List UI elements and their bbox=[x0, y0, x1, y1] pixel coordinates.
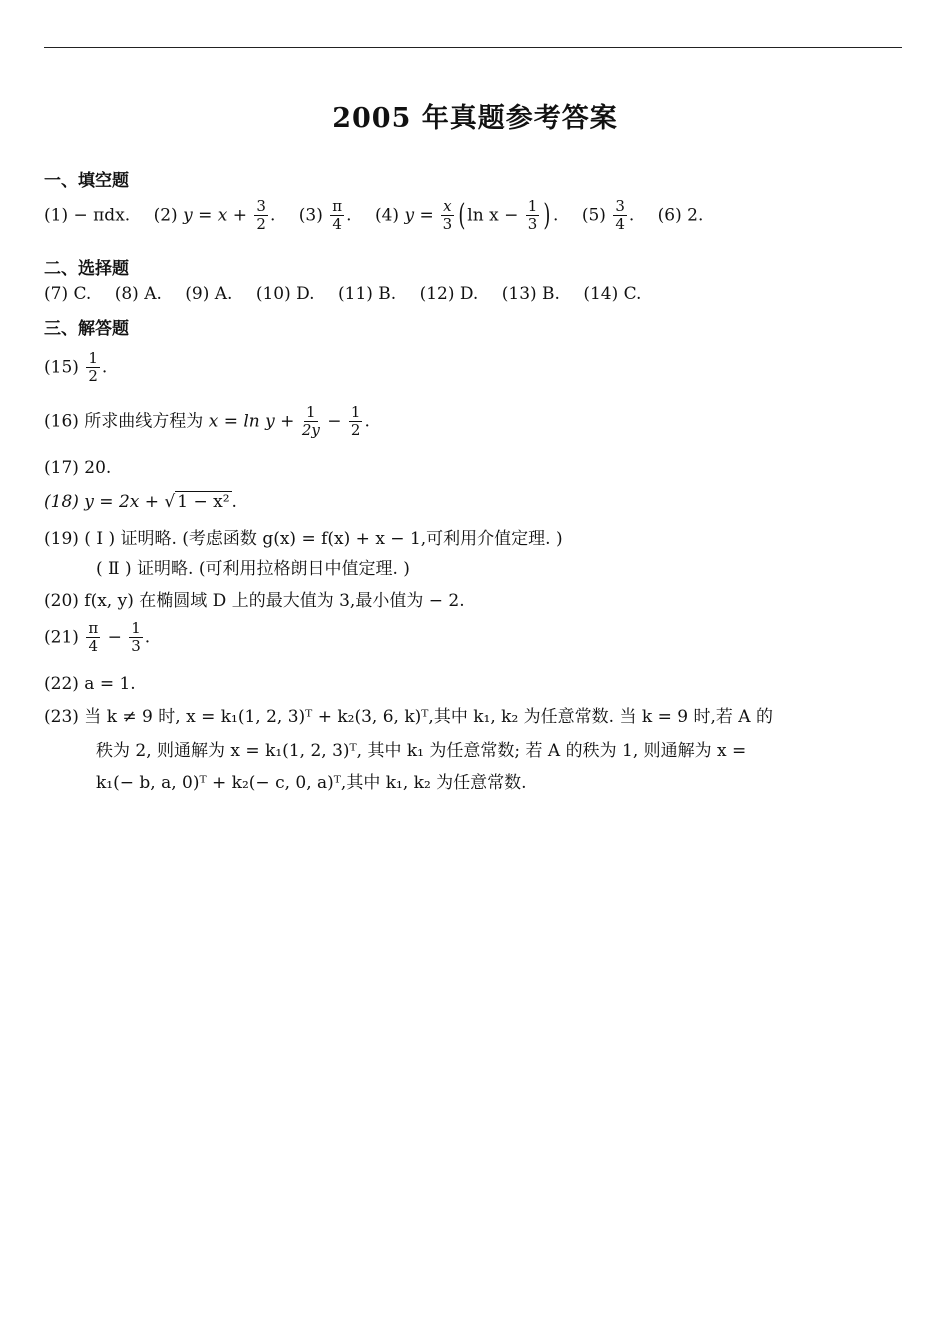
page-title: 2005 年真题参考答案 bbox=[332, 103, 618, 134]
answer-4-expr: y = bbox=[404, 205, 434, 226]
answer-23-line-3: k₁(− b, a, 0)ᵀ + k₂(− c, 0, a)ᵀ,其中 k₁, k₂ 为任意常数. bbox=[96, 773, 527, 793]
answer-6: (6) 2. bbox=[657, 205, 704, 226]
denominator: 2y bbox=[301, 421, 320, 440]
numerator: x bbox=[443, 197, 452, 215]
answer-2-fraction bbox=[254, 198, 268, 234]
numerator: 1 bbox=[350, 403, 361, 421]
choice-9: (9) A. bbox=[185, 284, 233, 304]
denominator: 2 bbox=[256, 215, 266, 234]
answer-4-mid: ln x − bbox=[467, 205, 519, 226]
answer-23-line-1: (23) 当 k ≠ 9 时, x = k₁(1, 2, 3)ᵀ + k₂(3, 6, k)ᵀ,其中 k₁, k₂ 为任意常数. 当 k = 9 时,若 A 的 bbox=[44, 707, 773, 727]
answer-22: (22) a = 1. bbox=[44, 674, 136, 694]
answer-16-text: (16) 所求曲线方程为 bbox=[44, 411, 204, 432]
choice-12: (12) D. bbox=[419, 284, 479, 304]
answer-2-label: (2) bbox=[153, 205, 178, 226]
sqrt-symbol: √ 1 − x² bbox=[164, 492, 230, 512]
answer-23-line-2: 秩为 2, 则通解为 x = k₁(1, 2, 3)ᵀ, 其中 k₁ 为任意常数; 若 A 的秩为 1, 则通解为 x = bbox=[96, 741, 747, 761]
answer-21-fraction-1 bbox=[86, 620, 100, 656]
answer-3-fraction bbox=[330, 198, 344, 234]
paren-close: ) bbox=[543, 198, 551, 234]
answer-20: (20) f(x, y) 在椭圆域 D 上的最大值为 3,最小值为 − 2. bbox=[44, 591, 465, 611]
answer-15: (15) $\frac{1}{2}$ . bbox=[44, 349, 108, 386]
answer-21-fraction-2 bbox=[129, 620, 143, 656]
section-choice-heading: 二、选择题 bbox=[44, 259, 129, 279]
section-solve-heading: 三、解答题 bbox=[44, 319, 129, 339]
numerator: 1 bbox=[88, 349, 98, 367]
radicand: 1 − x² bbox=[177, 492, 230, 512]
answer-16-eq: x = ln y + bbox=[208, 411, 295, 432]
answer-16-fraction-1 bbox=[302, 404, 320, 440]
denominator: 3 bbox=[527, 215, 538, 234]
numerator: π bbox=[332, 197, 343, 215]
section-fill-heading: 一、填空题 bbox=[44, 171, 129, 191]
numerator: 1 bbox=[306, 403, 316, 421]
choice-answers bbox=[44, 284, 641, 304]
denominator: 3 bbox=[131, 637, 141, 656]
answer-19-part-2: ( Ⅱ ) 证明略. (可利用拉格朗日中值定理. ) bbox=[96, 559, 410, 579]
answer-15-label: (15) bbox=[44, 357, 79, 378]
numerator: 3 bbox=[615, 197, 625, 215]
answer-18-prefix: (18) y = 2x + bbox=[44, 492, 160, 512]
answer-16-fraction-2 bbox=[349, 404, 363, 440]
numerator: 1 bbox=[527, 197, 538, 215]
denominator: 4 bbox=[332, 215, 342, 234]
answer-5-fraction bbox=[613, 198, 627, 234]
choice-7: (7) C. bbox=[44, 284, 92, 304]
denominator: 4 bbox=[615, 215, 625, 234]
denominator: 2 bbox=[88, 367, 98, 386]
denominator: 4 bbox=[88, 637, 99, 656]
answer-21-label: (21) bbox=[44, 627, 79, 648]
choice-11: (11) B. bbox=[338, 284, 397, 304]
paren-open: ( bbox=[457, 198, 465, 234]
numerator: π bbox=[88, 619, 99, 637]
answer-2-expr: y = x + bbox=[183, 205, 247, 226]
choice-14: (14) C. bbox=[583, 284, 642, 304]
answer-21: (21) $\frac{\pi}{4}$ − $\frac{1}{3}$ . bbox=[44, 619, 151, 656]
answer-1: (1) − πdx. bbox=[44, 205, 131, 226]
denominator: 3 bbox=[442, 215, 453, 234]
numerator: 1 bbox=[131, 619, 141, 637]
denominator: 2 bbox=[350, 421, 361, 440]
answer-4-fraction-2 bbox=[526, 198, 540, 234]
choice-13: (13) B. bbox=[501, 284, 560, 304]
choice-8: (8) A. bbox=[114, 284, 162, 304]
answer-5-label: (5) bbox=[581, 205, 606, 226]
answer-3-label: (3) bbox=[298, 205, 323, 226]
answer-18: (18) y = 2x + √ 1 − x² . bbox=[44, 492, 237, 512]
choice-10: (10) D. bbox=[255, 284, 315, 304]
answer-16: (16) 所求曲线方程为 x = ln y + $\frac{1}{2y}$ − $\frac{1}{2}$ . bbox=[44, 403, 370, 440]
answer-15-fraction bbox=[86, 350, 100, 386]
answer-4-fraction bbox=[441, 198, 453, 234]
answer-19-part-1: (19) ( Ⅰ ) 证明略. (考虑函数 g(x) = f(x) + x − 1,可利用介值定理. ) bbox=[44, 529, 563, 549]
top-rule bbox=[44, 47, 902, 48]
fill-answers: (1) − πdx. (2) y = x + $\frac{3}{2}$ . (3) $\frac{\pi}{4}$ . (4) y = $\frac{x}{3}$ ( ln x − $\frac{1}{3}$ ) . (5) $\frac{3}{4}$ . (6) 2. bbox=[44, 197, 704, 234]
answer-4-label: (4) bbox=[374, 205, 400, 226]
numerator: 3 bbox=[256, 197, 266, 215]
answer-17: (17) 20. bbox=[44, 458, 112, 478]
